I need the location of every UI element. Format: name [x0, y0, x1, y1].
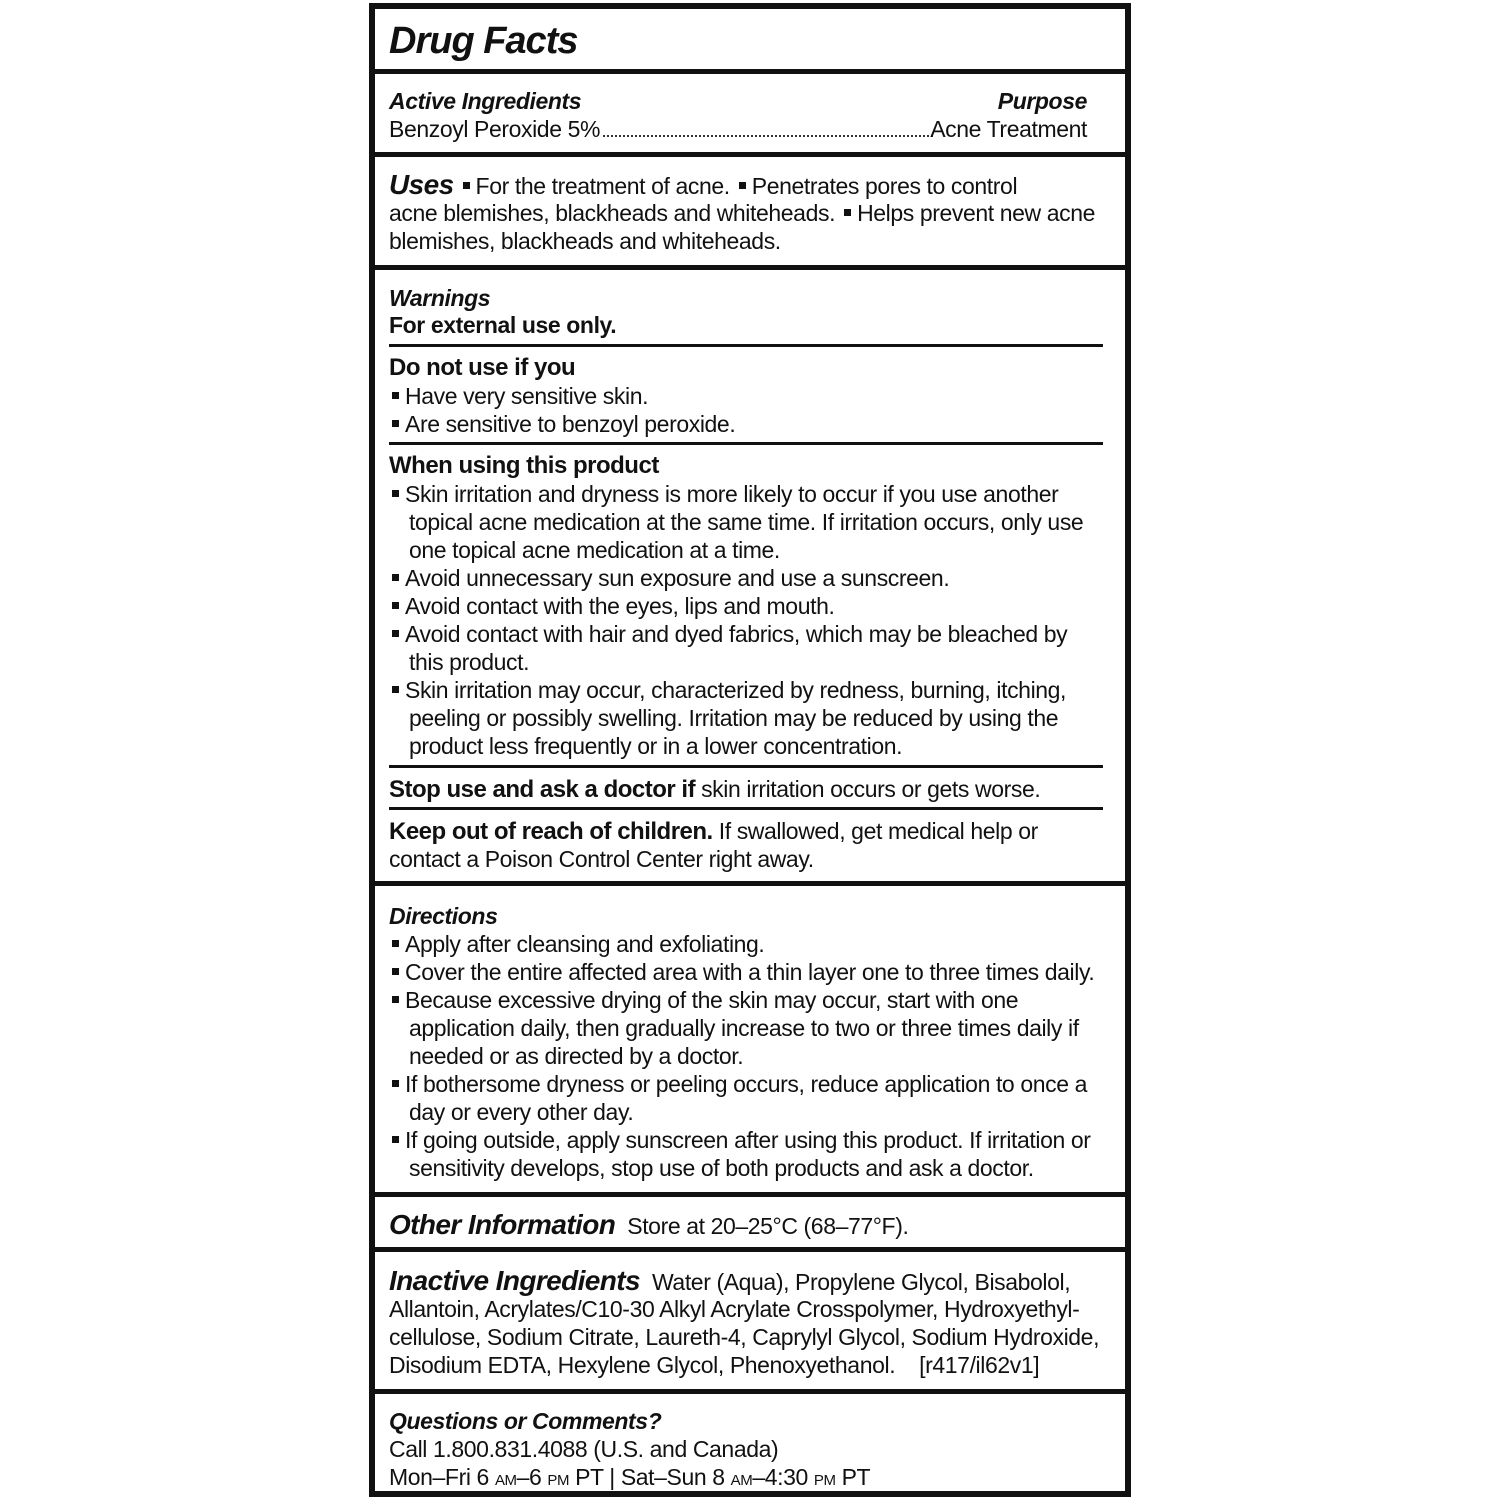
stop-use-label: Stop use and ask a doctor if: [389, 776, 696, 803]
bullet-icon: [392, 940, 399, 947]
bullet-icon: [739, 182, 746, 189]
dot-leader: [603, 135, 933, 137]
directions-list: [389, 930, 1111, 1182]
questions-heading: Questions or Comments?: [389, 1408, 662, 1434]
hours-text: Mon–Fri 6: [389, 1464, 495, 1490]
list-item: Are sensitive to benzoyl peroxide.: [405, 411, 736, 437]
uses-line: Penetrates pores to control: [751, 173, 1018, 199]
uses-section: [389, 171, 1111, 255]
bullet-icon: [392, 392, 399, 399]
hours-text: PM: [813, 1472, 836, 1489]
uses-line: blemishes, blackheads and whiteheads.: [389, 228, 781, 254]
active-purpose: Acne Treatment: [930, 116, 1087, 142]
other-info-text: Store at 20–25°C (68–77°F).: [627, 1213, 909, 1239]
inactive-line: Water (Aqua), Propylene Glycol, Bisabolol,: [651, 1269, 1071, 1295]
inactive-ingredients-heading: Inactive Ingredients: [389, 1265, 640, 1296]
list-item: Avoid unnecessary sun exposure and use a sunscreen.: [405, 565, 950, 591]
drug-facts-title: Drug Facts: [389, 20, 578, 62]
list-item: Skin irritation and dryness is more likely to occur if you use another: [405, 481, 1059, 507]
bullet-icon: [844, 209, 851, 216]
external-use-text: For external use only.: [389, 312, 617, 338]
stop-use-text: [389, 775, 1111, 804]
bullet-icon: [392, 574, 399, 581]
divider: [375, 1247, 1125, 1252]
do-not-use-section: [389, 354, 1111, 438]
hours-text: PM: [547, 1472, 570, 1489]
do-not-use-heading: Do not use if you: [389, 354, 576, 381]
uses-line: Helps prevent new acne: [857, 200, 1096, 226]
bullet-icon: [392, 602, 399, 609]
when-using-section: [389, 452, 1111, 760]
divider: [389, 765, 1103, 768]
phone-line: Call 1.800.831.4088 (U.S. and Canada): [389, 1436, 779, 1462]
inactive-line: cellulose, Sodium Citrate, Laureth-4, Caprylyl Glycol, Sodium Hydroxide,: [389, 1324, 1100, 1350]
questions-section: [389, 1435, 1111, 1491]
active-ingredients-heading: Active Ingredients: [389, 88, 582, 114]
list-item: Cover the entire affected area with a thin layer one to three times daily.: [405, 959, 1095, 985]
hours-text: –4:30: [752, 1464, 814, 1490]
active-ingredient: Benzoyl Peroxide 5%: [389, 116, 601, 142]
list-item: application daily, then gradually increase to two or three times daily if: [409, 1015, 1079, 1041]
bullet-icon: [392, 420, 399, 427]
list-item: one topical acne medication at a time.: [409, 537, 780, 563]
list-item: sensitivity develops, stop use of both products and ask a doctor.: [409, 1155, 1034, 1181]
keep-out-section: [389, 817, 1111, 873]
bullet-icon: [392, 996, 399, 1003]
uses-line: For the treatment of acne.: [475, 173, 730, 199]
list-item: If going outside, apply sunscreen after using this product. If irritation or: [405, 1127, 1091, 1153]
when-using-heading: When using this product: [389, 452, 659, 479]
list-item: Apply after cleansing and exfoliating.: [405, 931, 765, 957]
other-info-section: [389, 1209, 1111, 1242]
bullet-icon: [392, 1080, 399, 1087]
keep-out-detail: contact a Poison Control Center right away.: [389, 846, 814, 872]
divider: [389, 807, 1103, 810]
divider: [375, 1389, 1125, 1394]
inactive-line: Disodium EDTA, Hexylene Glycol, Phenoxyethanol. [r417/il62v1]: [389, 1352, 1040, 1378]
list-item: Skin irritation may occur, characterized by redness, burning, itching,: [405, 677, 1067, 703]
inactive-ingredients-section: [389, 1267, 1111, 1379]
directions-heading: Directions: [389, 903, 498, 929]
divider: [375, 881, 1125, 886]
hours-line: [389, 1463, 1111, 1491]
list-item: this product.: [409, 649, 530, 675]
divider: [389, 442, 1103, 445]
list-item: peeling or possibly swelling. Irritation may be reduced by using the: [409, 705, 1059, 731]
bullet-icon: [463, 182, 470, 189]
divider: [375, 265, 1125, 270]
bullet-icon: [392, 1136, 399, 1143]
inactive-line: Allantoin, Acrylates/C10-30 Alkyl Acrylate Crosspolymer, Hydroxyethyl-: [389, 1296, 1080, 1322]
other-info-heading: Other Information: [389, 1209, 616, 1240]
list-item: topical acne medication at the same time. If irritation occurs, only use: [409, 509, 1084, 535]
divider: [375, 152, 1125, 157]
list-item: Have very sensitive skin.: [405, 383, 649, 409]
purpose-heading: Purpose: [997, 88, 1087, 114]
hours-text: PT | Sat–Sun 8: [569, 1464, 731, 1490]
list-item: Avoid contact with hair and dyed fabrics, which may be bleached by: [405, 621, 1068, 647]
bullet-icon: [392, 686, 399, 693]
keep-out-label: Keep out of reach of children.: [389, 818, 713, 845]
divider: [389, 344, 1103, 347]
list-item: product less frequently or in a lower concentration.: [409, 733, 903, 759]
list-item: needed or as directed by a doctor.: [409, 1043, 744, 1069]
hours-text: AM: [494, 1472, 517, 1489]
divider: [375, 69, 1125, 74]
uses-line: acne blemishes, blackheads and whiteheads.: [389, 200, 836, 226]
divider: [375, 1192, 1125, 1197]
bullet-icon: [392, 968, 399, 975]
hours-text: –6: [516, 1464, 548, 1490]
hours-text: PT: [835, 1464, 871, 1490]
uses-heading: Uses: [389, 169, 454, 200]
list-item: day or every other day.: [409, 1099, 634, 1125]
bullet-icon: [392, 630, 399, 637]
stop-use-detail: skin irritation occurs or gets worse.: [701, 776, 1041, 802]
list-item: Avoid contact with the eyes, lips and mouth.: [405, 593, 835, 619]
list-item: If bothersome dryness or peeling occurs, reduce application to once a: [405, 1071, 1087, 1097]
list-item: Because excessive drying of the skin may occur, start with one: [405, 987, 1019, 1013]
keep-out-detail: If swallowed, get medical help or: [718, 818, 1038, 844]
bullet-icon: [392, 490, 399, 497]
drug-facts-panel: [369, 3, 1131, 1497]
warnings-heading: Warnings: [389, 285, 491, 311]
hours-text: AM: [730, 1472, 753, 1489]
